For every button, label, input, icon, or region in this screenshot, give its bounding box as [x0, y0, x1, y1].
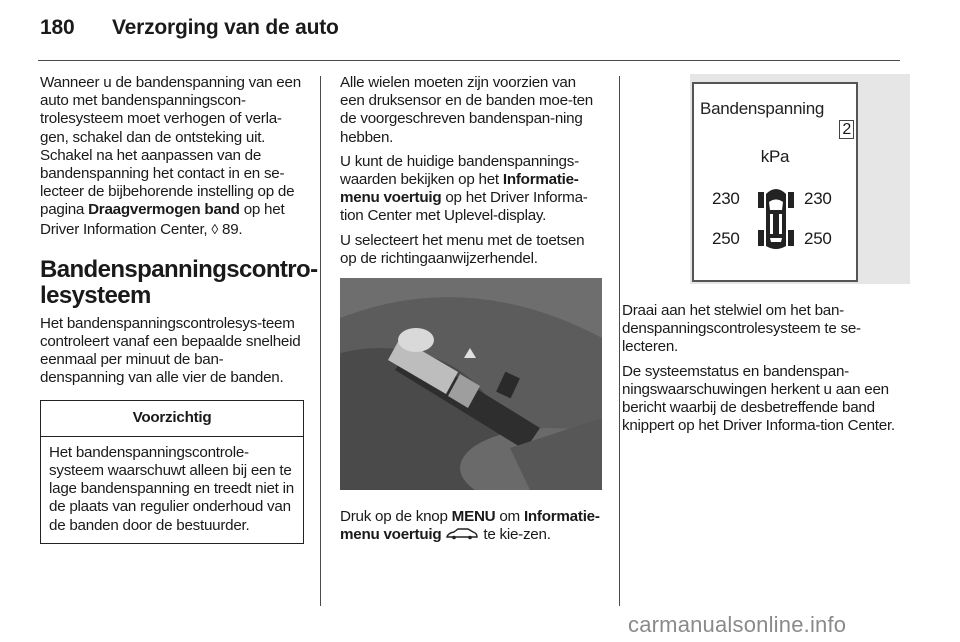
paragraph-text: om — [495, 508, 524, 526]
paragraph-text: te kie-zen. — [479, 526, 551, 544]
rear-left-pressure: 250 — [712, 229, 740, 248]
paragraph-2: Het bandenspanningscontrolesys-teem controleert vanaf een bepaalde snelheid eenmaal per minuut de ban-denspanning van alle vier de banden. — [40, 314, 301, 387]
turn-signal-lever-photo — [340, 278, 602, 490]
column-2 — [340, 74, 604, 550]
display-title: Bandenspanning — [700, 99, 825, 118]
page-number: 180 — [40, 16, 75, 39]
paragraph-text: U kunt de huidige bandenspannings-waarden bekijken op het — [340, 152, 579, 189]
bold-term: Informatie- menu voertuig — [340, 508, 600, 544]
lever-illustration — [340, 278, 602, 490]
menu-button-label: MENU — [451, 508, 496, 526]
paragraph-text: op het Driver Information Center, — [40, 201, 285, 238]
paragraph-dial: Draai aan het stelwiel om het ban-denspanningscontrolesysteem te se-lecteren. — [622, 302, 861, 356]
paragraph-select: U selecteert het menu met de toetsen op de richtingaanwijzerhendel. — [340, 231, 585, 267]
warning-body: Het bandenspanningscontrole-systeem waarschuwt alleen bij een te lage bandenspanning en treedt niet in de plaats van regulier onderhoud van de banden door de bestuurder. — [49, 443, 294, 534]
column-1 — [40, 74, 318, 544]
paragraph-press-menu — [340, 508, 604, 544]
bold-term: Draagvermogen band — [88, 201, 240, 219]
column-divider-1 — [320, 76, 321, 606]
page-reference: 89. — [218, 220, 243, 238]
bold-term: Informatie-menu voertuig — [340, 171, 579, 207]
warning-box — [40, 400, 304, 544]
column-divider-2 — [619, 76, 620, 606]
page-title: Verzorging van de auto — [112, 16, 339, 39]
pressure-unit: kPa — [760, 147, 790, 166]
paragraph-sensor: Alle wielen moeten zijn voorzien van een druksensor en de banden moe-ten de voorgeschreven bandenspan-ning hebben. — [340, 74, 593, 146]
rear-right-pressure: 250 — [804, 229, 832, 248]
front-right-pressure: 230 — [804, 189, 832, 208]
car-top-view-icon — [758, 184, 794, 252]
watermark: carmanualsonline.info — [628, 612, 847, 637]
tire-pressure-display — [690, 74, 910, 284]
page-header — [40, 16, 339, 40]
paragraph-status: De systeemstatus en bandenspan-ningswaarschuwingen herkent u aan een bericht waarbij de desbetreffende band knippert op het Driver Informa-tion Center. — [622, 362, 895, 435]
section-heading: Bandenspanningscontro-lesysteem — [40, 255, 318, 309]
paragraph-text: Wanneer u de bandenspanning van een auto met bandenspanningscon-trolesysteem moet verhogen of verla-gen, schakel dan de ontsteking uit. Schakel na het aanpassen van de bandenspanning het contact in en se-lecteer de bijbehorende instelling op de pagina — [40, 74, 301, 219]
front-left-pressure: 230 — [712, 189, 740, 208]
column-3 — [622, 74, 902, 441]
page-reference-icon: ◊ — [211, 220, 219, 237]
paragraph-1 — [40, 74, 306, 239]
car-icon — [445, 528, 479, 540]
paragraph-text: Druk op de knop — [340, 508, 452, 526]
display-page-number: 2 — [839, 120, 854, 139]
paragraph-menu — [340, 153, 604, 226]
paragraph-text: op het Driver Informa-tion Center met Uplevel-display. — [340, 189, 588, 225]
header-rule — [38, 60, 900, 61]
warning-title: Voorzichtig — [41, 401, 303, 437]
display-screen — [692, 82, 858, 282]
